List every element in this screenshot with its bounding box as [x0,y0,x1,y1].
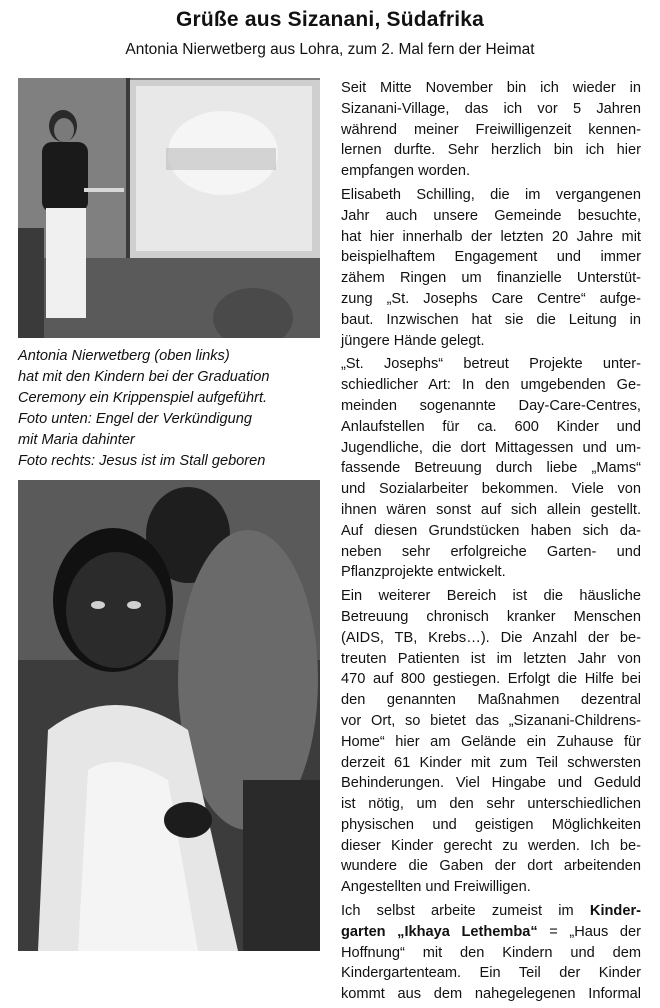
text-line: Hoffnung“ mit den Kindern und dem [341,944,641,961]
text-line: kommt aus dem nahegelegenen Informal [341,986,641,1003]
text-line [341,901,641,922]
text-line: und Sozialarbeiter bekommen. Viele von [341,481,641,498]
photo-angel-child-image [18,480,320,951]
photo-presentation-image [18,78,320,338]
text-line: den genannten Maßnahmen dezentral [341,692,641,709]
text-line: Elisabeth Schilling, die im vergangenen [341,186,641,203]
caption-line: Ceremony ein Krippenspiel aufgeführt. [18,390,268,406]
text-line: ihnen wären sonst auf sich allein gestellt. [341,501,641,518]
text-line: vor Ort, so bietet das „Sizanani-Childrens- [341,712,641,729]
article-body [341,78,641,1008]
text-line: (AIDS, TB, Krebs…). Die Anzahl der be- [341,629,641,646]
text-line: Jahr auch unsere Gemeinde besuchte, [341,207,641,224]
text-line: schiedlicher Art: In den umgebenden Ge- [341,377,641,394]
text-line: Behinderungen. Viel Hingabe und Geduld [341,775,641,792]
text-line: beispielhaftem Engagement und immer [341,249,641,266]
text-line: dieser Kinder gerecht zu werden. Ich be- [341,837,641,854]
text-line: empfangen worden. [341,163,470,180]
text-line: fassende Betreuung durch liebe „Mams“ [341,460,641,477]
text-line: Pflanzprojekte entwickelt. [341,564,506,581]
text-line: jüngere Hände gelegt. [341,332,485,349]
caption-line: hat mit den Kindern bei der Graduation [18,369,270,385]
text-line: zung „St. Josephs Care Centre“ aufge- [341,290,641,307]
photo-caption [18,346,328,472]
paragraph-2 [341,185,641,351]
text-line: meinden sogenannte Day-Care-Centres, [341,397,641,414]
text-line: baut. Inzwischen hat sie die Leitung in [341,311,641,328]
text-line: treuten Patienten ist im letzten Jahr von [341,650,641,667]
text-line [341,922,641,943]
kindergarten-name-bold: garten „Ikhaya Lethemba“ [341,923,538,940]
text-line: Betreuung chronisch kranker Menschen [341,608,641,625]
text-line: Auf diesen Grundstücken haben sich da- [341,522,641,539]
text-line: Sizanani-Village, das ich vor 5 Jahren [341,100,641,117]
text-line: lernen durfte. Sehr herzlich bin ich hier [341,142,641,159]
text-line: Jugendliche, die dort Mittagessen und um- [341,439,641,456]
text-line: hat hier innerhalb der letzten 20 Jahre mit [341,228,641,245]
text-line: Angestellten und Freiwilligen. [341,879,531,896]
text-line: physischen und geistigen Möglichkeiten [341,816,641,833]
text-line: Home“ hier am Gelände ein Zuhause für [341,733,641,750]
article-title: Grüße aus Sizanani, Südafrika [175,8,485,31]
text-line: Ein weiterer Bereich ist die häusliche [341,588,641,605]
caption-line: Foto unten: Engel der Verkündigung [18,411,252,427]
text-run: = „Haus der [537,923,641,940]
text-line: Seit Mitte November bin ich wieder in [341,80,641,96]
text-line: neben sehr erfolgreiche Garten- und [341,543,641,560]
text-line: wundere die Gaben der dort arbeitenden [341,858,641,875]
text-line: zähem Ringen um finanzielle Unterstüt- [341,270,641,287]
caption-line: mit Maria dahinter [18,432,135,448]
caption-line: Antonia Nierwetberg (oben links) [18,348,230,364]
caption-line: Foto rechts: Jesus ist im Stall geboren [18,453,266,469]
text-line: Kindergartenteam. Ein Teil der Kinder [341,965,641,982]
photo-angel-child [18,480,320,951]
text-line: Anlaufstellen für ca. 600 Kinder und [341,418,641,435]
paragraph-3 [341,354,641,583]
paragraph-1 [341,78,641,182]
text-line: derzeit 61 Kinder mit zum Teil schwersten [341,754,641,771]
text-line: „St. Josephs“ betreut Projekte unter- [341,356,641,373]
text-line: 470 auf 800 gestiegen. Erfolgt die Hilfe bei [341,671,641,688]
paragraph-4 [341,586,641,898]
paragraph-5 [341,901,641,1005]
kindergarten-name-bold: Kinder- [589,903,641,920]
text-line: ist nötig, um den sehr unterschiedlichen [341,796,641,813]
text-line: während meiner Freiwilligenzeit kennen- [341,121,641,138]
photo-presentation [18,78,320,338]
article-subtitle: Antonia Nierwetberg aus Lohra, zum 2. Mal fern der Heimat [125,41,535,58]
text-run: Ich selbst arbeite zumeist im [341,903,590,920]
